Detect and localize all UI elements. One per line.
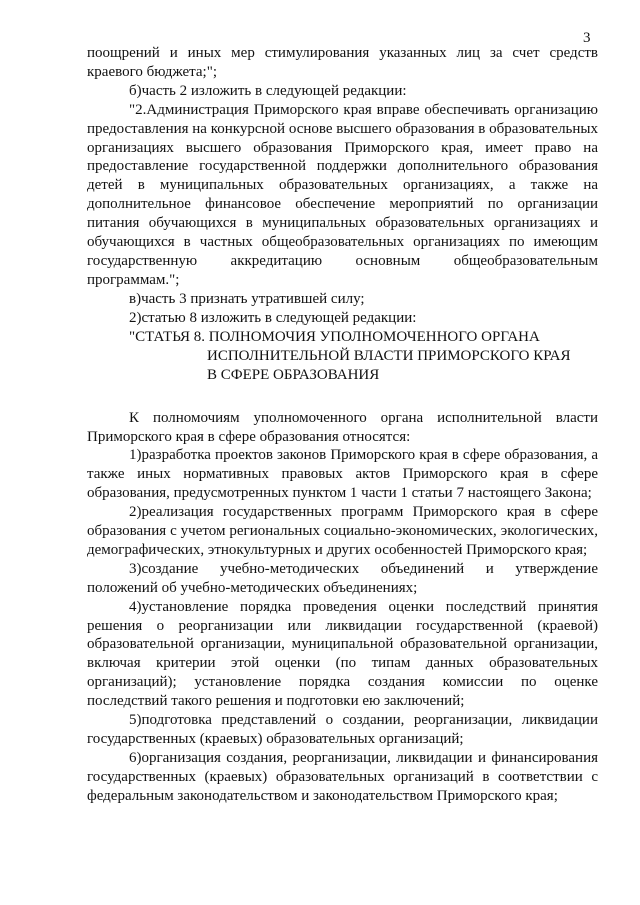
article-title-line-2: ИСПОЛНИТЕЛЬНОЙ ВЛАСТИ ПРИМОРСКОГО КРАЯ	[207, 347, 571, 364]
paragraph-item-2: 2)статью 8 изложить в следующей редакции:	[129, 309, 417, 326]
article-heading	[87, 328, 598, 385]
article-title-line-3: В СФЕРЕ ОБРАЗОВАНИЯ	[207, 366, 380, 383]
list-item: 6)организация создания, реорганизации, ликвидации и финансирования государственных (краевых) образовательных организаций в соответствии с федеральным законодательством и законодательством Приморского края;	[87, 749, 598, 804]
paragraph-intro: К полномочиям уполномоченного органа исполнительной власти Приморского края в сфере образования относятся:	[87, 409, 598, 445]
paragraph-part-2-text: "2.Администрация Приморского края вправе обеспечивать организацию предоставления на конкурсной основе высшего образования в образовательных организациях высшего образования Приморского края, имеет право на предоставление государственной поддержки дополнительного образования детей в муниципальных образовательных организациях, а также на дополнительное финансовое обеспечение мероприятий по организации питания обучающихся в муниципальных образовательных организациях и обучающихся в частных общеобразовательных организациях по имеющим государственную аккредитацию основным общеобразовательным программам.";	[87, 101, 598, 288]
paragraph-continuation: поощрений и иных мер стимулирования указанных лиц за счет средств краевого бюджета;";	[87, 45, 598, 80]
list-item: 1)разработка проектов законов Приморского края в сфере образования, а также иных нормативных правовых актов Приморского края в сфере образования, предусмотренных пунктом 1 части 1 статьи 7 настоящего Закона;	[87, 447, 598, 502]
list-item: 4)установление порядка проведения оценки последствий принятия решения о реорганизации или ликвидации государственной (краевой) образовательной организации, муниципальной образовательной организации, включая критерии этой оценки (по типам данных образовательных организаций); установление порядка создания комиссии по оценке последствий такого решения и подготовки ею заключений;	[87, 598, 598, 710]
list-item: 5)подготовка представлений о создании, реорганизации, ликвидации государственных (краевых) образовательных организаций;	[87, 712, 598, 747]
paragraph-item-b: б)часть 2 изложить в следующей редакции:	[129, 82, 407, 99]
document-body	[87, 44, 598, 806]
paragraph-item-v: в)часть 3 признать утратившей силу;	[129, 290, 365, 307]
article-title-line-1: "СТАТЬЯ 8. ПОЛНОМОЧИЯ УПОЛНОМОЧЕННОГО ОРГАНА	[129, 328, 540, 345]
list-item: 2)реализация государственных программ Приморского края в сфере образования с учетом региональных социально-экономических, экологических, демографических, этнокультурных и других особенностей Приморского края;	[87, 504, 598, 558]
list-item: 3)создание учебно-методических объединений и утверждение положений об учебно-методических объединениях;	[87, 560, 598, 596]
spacer	[87, 385, 598, 409]
page-number: 3	[583, 30, 591, 46]
